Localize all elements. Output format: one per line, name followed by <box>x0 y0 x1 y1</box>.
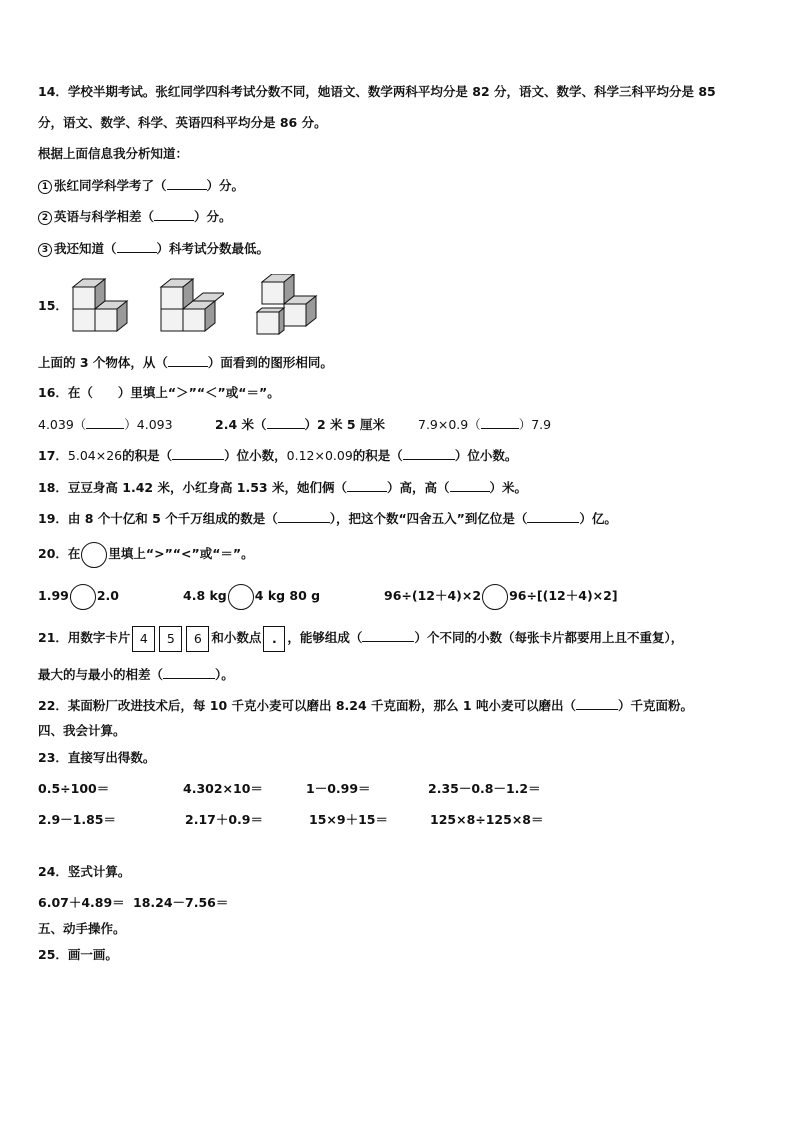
q21-text: 21．用数字卡片 <box>38 630 131 645</box>
q19-question <box>38 510 617 527</box>
q16-item-3 <box>418 416 551 433</box>
q14-item-1-text: 张红同学科学考了（ <box>54 178 167 193</box>
q19-text: 19．由 8 个十亿和 5 个千万组成的数是（ <box>38 511 278 526</box>
q23-title: 23．直接写出得数。 <box>38 750 156 765</box>
q16-item-2 <box>215 416 385 433</box>
q18-text-end: ）米。 <box>489 480 528 495</box>
q20-text-end: 里填上“>”“<”或“＝”。 <box>108 546 254 561</box>
cube-figure-1 <box>70 274 136 336</box>
q16-item-1-right: ）4.093 <box>124 417 173 432</box>
q14-item-3-end: ）科考试分数最低。 <box>156 241 270 256</box>
q16-item-3-left: 7.9×0.9（ <box>418 417 481 432</box>
q15-number: 15． <box>38 298 68 313</box>
answer-blank[interactable] <box>267 416 305 429</box>
compare-circle[interactable] <box>482 584 508 610</box>
q15-text-end: ）面看到的图形相同。 <box>207 355 333 370</box>
q18-text: 18．豆豆身高 1.42 米，小红身高 1.53 米，她们俩（ <box>38 480 347 495</box>
circled-number-1: 1 <box>38 180 52 194</box>
q23-expr-6: 2.17＋0.9＝ <box>185 812 263 827</box>
q20-item-2-left: 4.8 kg <box>183 588 227 603</box>
q17-number: 17． <box>38 448 68 463</box>
q18-text-mid: ）高，高（ <box>387 480 450 495</box>
answer-blank[interactable] <box>347 479 387 492</box>
q17-expression-2: 0.12×0.09 <box>286 448 353 463</box>
section-5-heading: 五、动手操作。 <box>38 921 126 936</box>
q23-expr-7: 15×9＋15＝ <box>309 812 388 827</box>
q21-text-mid: 和小数点 <box>211 630 262 645</box>
q20-item-3 <box>384 582 618 610</box>
q19-text-mid: ），把这个数“四舍五入”到亿位是（ <box>329 511 528 526</box>
decimal-point-card: . <box>263 626 285 652</box>
q23-expr-4: 2.35－0.8－1.2＝ <box>428 781 541 796</box>
q21-line2-text: 最大的与最小的相差（ <box>38 667 164 682</box>
q16-item-1-left: 4.039（ <box>38 417 87 432</box>
q21-text-3: ）个不同的小数（每张卡片都要用上且不重复）， <box>414 630 684 645</box>
cube-figure-3 <box>254 274 320 338</box>
answer-blank[interactable] <box>527 510 579 523</box>
q16-item-3-right: ）7.9 <box>518 417 552 432</box>
q17-text-end: ）位小数。 <box>454 448 518 463</box>
q17-text-1: 的积是（ <box>122 448 173 463</box>
q22-text-end: ）千克面粉。 <box>617 698 693 713</box>
q14-item-2-end: ）分。 <box>194 209 232 224</box>
q20-title <box>38 540 254 568</box>
q15-text: 上面的 3 个物体，从（ <box>38 355 168 370</box>
circled-number-3: 3 <box>38 243 52 257</box>
circled-number-2: 2 <box>38 211 52 225</box>
q18-question <box>38 479 527 496</box>
q15-question <box>38 354 333 371</box>
q19-text-end: ）亿。 <box>579 511 617 526</box>
q23-expr-3: 1－0.99＝ <box>306 781 371 796</box>
answer-blank[interactable] <box>362 629 414 642</box>
q14-item-3-text: 我还知道（ <box>54 241 117 256</box>
compare-circle[interactable] <box>70 584 96 610</box>
q14-intro: 根据上面信息我分析知道： <box>38 146 189 161</box>
q20-item-1-left: 1.99 <box>38 588 69 603</box>
q14-item-3 <box>38 240 269 257</box>
answer-blank[interactable] <box>167 177 207 190</box>
digit-card-5: 5 <box>159 626 182 652</box>
cube-figure-2 <box>158 274 224 336</box>
answer-blank[interactable] <box>481 416 519 429</box>
answer-blank[interactable] <box>450 479 490 492</box>
q24-expr-2: 18.24－7.56＝ <box>133 895 229 910</box>
q16-item-2-right: ）2 米 5 厘米 <box>304 417 385 432</box>
q20-item-2 <box>183 582 320 610</box>
q20-item-1-right: 2.0 <box>96 588 119 603</box>
q16-title: 16．在（ ）里填上“＞”“＜”或“＝”。 <box>38 385 280 400</box>
q22-text: 22．某面粉厂改进技术后，每 10 千克小麦可以磨出 8.24 千克面粉，那么 1 吨小麦可以磨出（ <box>38 698 576 713</box>
answer-blank[interactable] <box>172 447 224 460</box>
q21-line2 <box>38 666 234 683</box>
q21-line2-end: ）。 <box>215 667 234 682</box>
q14-item-2 <box>38 208 232 225</box>
section-4-heading: 四、我会计算。 <box>38 723 126 738</box>
q17-text-2: ）位小数， <box>224 448 287 463</box>
q23-expr-8: 125×8÷125×8＝ <box>430 812 544 827</box>
answer-blank[interactable] <box>168 354 208 367</box>
q17-expression-1: 5.04×26 <box>67 448 123 463</box>
answer-blank[interactable] <box>154 208 194 221</box>
q21-line1 <box>38 624 683 652</box>
answer-blank[interactable] <box>86 416 124 429</box>
q16-item-2-left: 2.4 米（ <box>215 417 267 432</box>
digit-card-6: 6 <box>186 626 209 652</box>
answer-blank[interactable] <box>117 240 157 253</box>
q20-item-2-right: 4 kg 80 g <box>254 588 321 603</box>
q14-line2: 分，语文、数学、科学、英语四科平均分是 86 分。 <box>38 115 327 130</box>
q20-item-1 <box>38 582 119 610</box>
compare-circle[interactable] <box>228 584 254 610</box>
answer-blank[interactable] <box>278 510 330 523</box>
q20-item-3-right: 96÷[(12＋4)×2] <box>509 588 618 603</box>
q23-expr-1: 0.5÷100＝ <box>38 781 110 796</box>
answer-blank[interactable] <box>576 697 618 710</box>
q24-expr-1: 6.07＋4.89＝ <box>38 895 125 910</box>
q20-item-3-left: 96÷(12＋4)×2 <box>384 588 482 603</box>
q25-title: 25．画一画。 <box>38 947 118 962</box>
q22-question <box>38 697 693 714</box>
q24-title: 24．竖式计算。 <box>38 864 131 879</box>
digit-card-4: 4 <box>132 626 155 652</box>
q17-text-3: 的积是（ <box>352 448 403 463</box>
q20-text: 20．在 <box>38 546 81 561</box>
q23-expr-2: 4.302×10＝ <box>183 781 263 796</box>
answer-blank[interactable] <box>163 666 215 679</box>
q14-item-2-text: 英语与科学相差（ <box>54 209 155 224</box>
q14-item-1-end: ）分。 <box>206 178 245 193</box>
compare-circle[interactable] <box>81 542 107 568</box>
answer-blank[interactable] <box>403 447 455 460</box>
q14-item-1 <box>38 177 244 194</box>
q21-text-2: ，能够组成（ <box>287 630 363 645</box>
q16-item-1 <box>38 416 173 433</box>
q14-line1: 14．学校半期考试。张红同学四科考试分数不同，她语文、数学两科平均分是 82 分，语文、数学、科学三科平均分是 85 <box>38 84 716 99</box>
q17-question <box>38 447 517 464</box>
q23-expr-5: 2.9－1.85＝ <box>38 812 116 827</box>
